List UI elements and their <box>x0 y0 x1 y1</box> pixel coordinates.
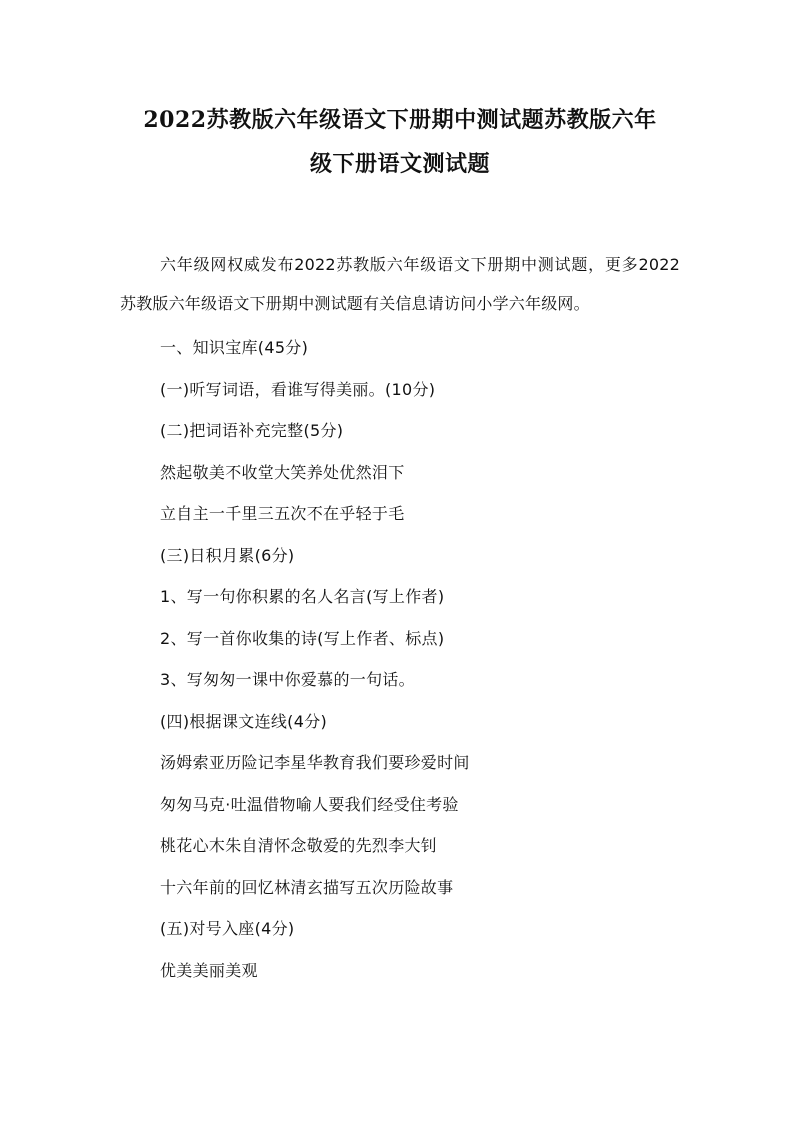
question-dictation: (一)听写词语，看谁写得美丽。(10分) <box>160 379 436 399</box>
title-line-2: 级下册语文测试题 <box>309 151 490 177</box>
document-title <box>120 0 680 186</box>
accumulation-item-1: 1、写一句你积累的名人名言(写上作者) <box>160 587 445 606</box>
matching-row-4: 十六年前的回忆林清玄描写五次历险故事 <box>160 877 454 897</box>
intro-paragraph: 六年级网权威发布2022苏教版六年级语文下册期中测试题，更多2022苏教版六年级语文下册期中测试题有关信息请访问小学六年级网。 <box>120 255 680 313</box>
seat-matching-words: 优美美丽美观 <box>160 960 258 980</box>
word-fill-row-2: 立自主一千里三五次不在乎轻于毛 <box>160 504 405 523</box>
question-seat-matching: (五)对号入座(4分) <box>160 919 295 938</box>
matching-row-1: 汤姆索亚历险记李星华教育我们要珍爱时间 <box>160 753 470 772</box>
section-heading-knowledge: 一、知识宝库(45分) <box>160 338 309 357</box>
matching-row-2: 匆匆马克·吐温借物喻人要我们经受住考验 <box>160 794 459 814</box>
question-accumulation: (三)日积月累(6分) <box>160 545 295 565</box>
word-fill-row-1: 然起敬美不收堂大笑养处优然泪下 <box>160 462 405 482</box>
document-body <box>120 246 680 991</box>
question-matching: (四)根据课文连线(4分) <box>160 711 328 731</box>
title-line-1: 2022苏教版六年级语文下册期中测试题苏教版六年 <box>143 107 657 133</box>
matching-row-3: 桃花心木朱自清怀念敬爱的先烈李大钊 <box>160 836 438 855</box>
accumulation-item-2: 2、写一首你收集的诗(写上作者、标点) <box>160 628 445 648</box>
question-complete-words: (二)把词语补充完整(5分) <box>160 421 344 440</box>
accumulation-item-3: 3、写匆匆一课中你爱慕的一句话。 <box>160 670 415 689</box>
